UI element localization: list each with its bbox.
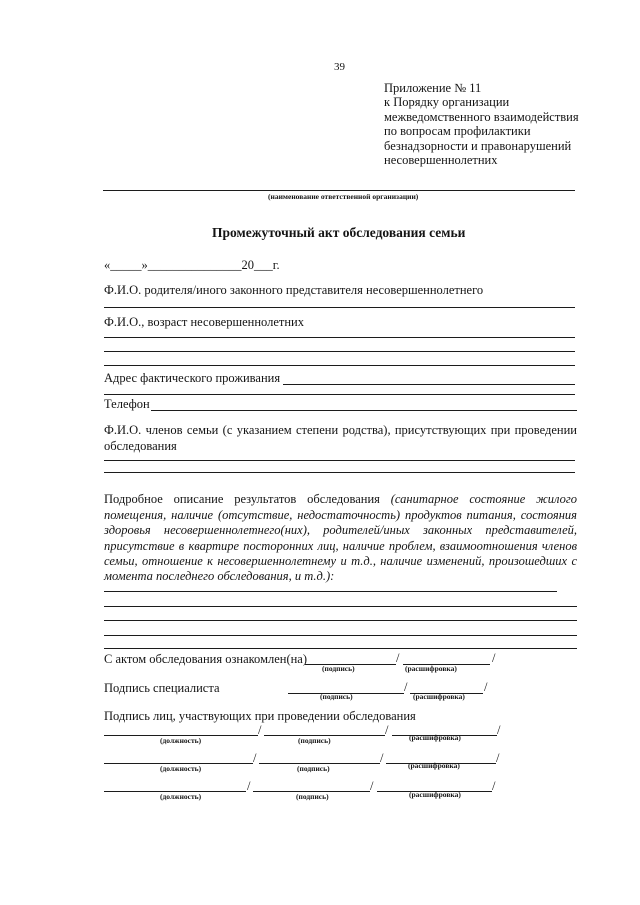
description-line: семьи, отношение к несовершеннолетнему и т.д., наличие изменений, произошедших с bbox=[104, 554, 577, 568]
decoding-caption: (расшифровка) bbox=[405, 664, 457, 673]
members-label-line: Ф.И.О. членов семьи (с указанием степени родства), присутствующих при проведении bbox=[104, 423, 577, 437]
appendix-line: к Порядку организации bbox=[384, 95, 510, 110]
minors-line bbox=[104, 365, 575, 366]
decoding-caption: (расшифровка) bbox=[409, 790, 461, 799]
description-line bbox=[104, 492, 577, 506]
description-lead: Подробное описание результатов обследования bbox=[104, 492, 380, 506]
phone-line bbox=[151, 410, 577, 411]
organization-name-line bbox=[103, 190, 575, 191]
minors-line bbox=[104, 351, 575, 352]
phone-label: Телефон bbox=[104, 397, 150, 411]
separator-slash: / bbox=[496, 751, 500, 765]
description-blank-line bbox=[104, 635, 577, 636]
date-line: «_____»_______________20___г. bbox=[104, 258, 280, 272]
separator-slash: / bbox=[253, 751, 257, 765]
appendix-block bbox=[384, 81, 579, 167]
members-line bbox=[104, 472, 575, 473]
decoding-caption: (расшифровка) bbox=[408, 761, 460, 770]
separator-slash: / bbox=[247, 779, 251, 793]
position-caption: (должность) bbox=[160, 792, 202, 801]
minors-line bbox=[104, 337, 575, 338]
description-line: присутствие в квартире посторонних лиц, наличие проблем, взаимоотношения членов bbox=[104, 538, 577, 553]
specialist-label: Подпись специалиста bbox=[104, 681, 220, 695]
signature-caption: (подпись) bbox=[296, 792, 329, 801]
decoding-caption: (расшифровка) bbox=[413, 692, 465, 701]
appendix-line: межведомственного взаимодействия bbox=[384, 109, 579, 124]
description-line: момента последнего обследования, и т.д.): bbox=[104, 569, 335, 583]
signature-caption: (подпись) bbox=[298, 736, 331, 745]
address-line bbox=[283, 384, 575, 385]
address-line bbox=[104, 394, 575, 395]
members-line bbox=[104, 460, 575, 461]
separator-slash: / bbox=[385, 723, 389, 737]
separator-slash: / bbox=[492, 651, 496, 665]
appendix-line: несовершеннолетних bbox=[384, 153, 498, 168]
appendix-line: безнадзорности и правонарушений bbox=[384, 138, 572, 153]
separator-slash: / bbox=[396, 651, 400, 665]
separator-slash: / bbox=[484, 680, 488, 694]
page-number: 39 bbox=[334, 61, 345, 73]
minors-label: Ф.И.О., возраст несовершеннолетних bbox=[104, 315, 304, 329]
separator-slash: / bbox=[497, 723, 501, 737]
separator-slash: / bbox=[404, 680, 408, 694]
appendix-line: Приложение № 11 bbox=[384, 81, 482, 95]
description-blank-line bbox=[104, 591, 557, 592]
parent-name-line bbox=[104, 307, 575, 308]
description-line: здоровья несовершеннолетнего(них), родителей/иных законных представителей, bbox=[104, 523, 577, 537]
separator-slash: / bbox=[380, 751, 384, 765]
address-label: Адрес фактического проживания bbox=[104, 371, 281, 385]
signature-caption: (подпись) bbox=[322, 664, 355, 673]
separator-slash: / bbox=[370, 779, 374, 793]
organization-caption: (наименование ответственной организации) bbox=[268, 192, 419, 201]
position-caption: (должность) bbox=[160, 736, 202, 745]
members-label-line: обследования bbox=[104, 439, 177, 453]
position-caption: (должность) bbox=[160, 764, 202, 773]
description-blank-line bbox=[104, 648, 577, 649]
appendix-line: по вопросам профилактики bbox=[384, 124, 531, 139]
decoding-caption: (расшифровка) bbox=[409, 733, 461, 742]
parent-label: Ф.И.О. родителя/иного законного представителя несовершеннолетнего bbox=[104, 283, 484, 297]
participants-label: Подпись лиц, участвующих при проведении обследования bbox=[104, 709, 416, 723]
signature-caption: (подпись) bbox=[320, 692, 353, 701]
separator-slash: / bbox=[258, 723, 262, 737]
acknowledgement-label: С актом обследования ознакомлен(на) bbox=[104, 652, 308, 666]
document-title: Промежуточный акт обследования семьи bbox=[212, 225, 466, 240]
signature-caption: (подпись) bbox=[297, 764, 330, 773]
description-blank-line bbox=[104, 620, 577, 621]
description-blank-line bbox=[104, 606, 577, 607]
description-italic: (санитарное состояние жилого bbox=[390, 492, 577, 506]
separator-slash: / bbox=[492, 779, 496, 793]
description-line: помещения, наличие (отсутствие, недостаточность) продуктов питания, состояния bbox=[104, 507, 577, 522]
